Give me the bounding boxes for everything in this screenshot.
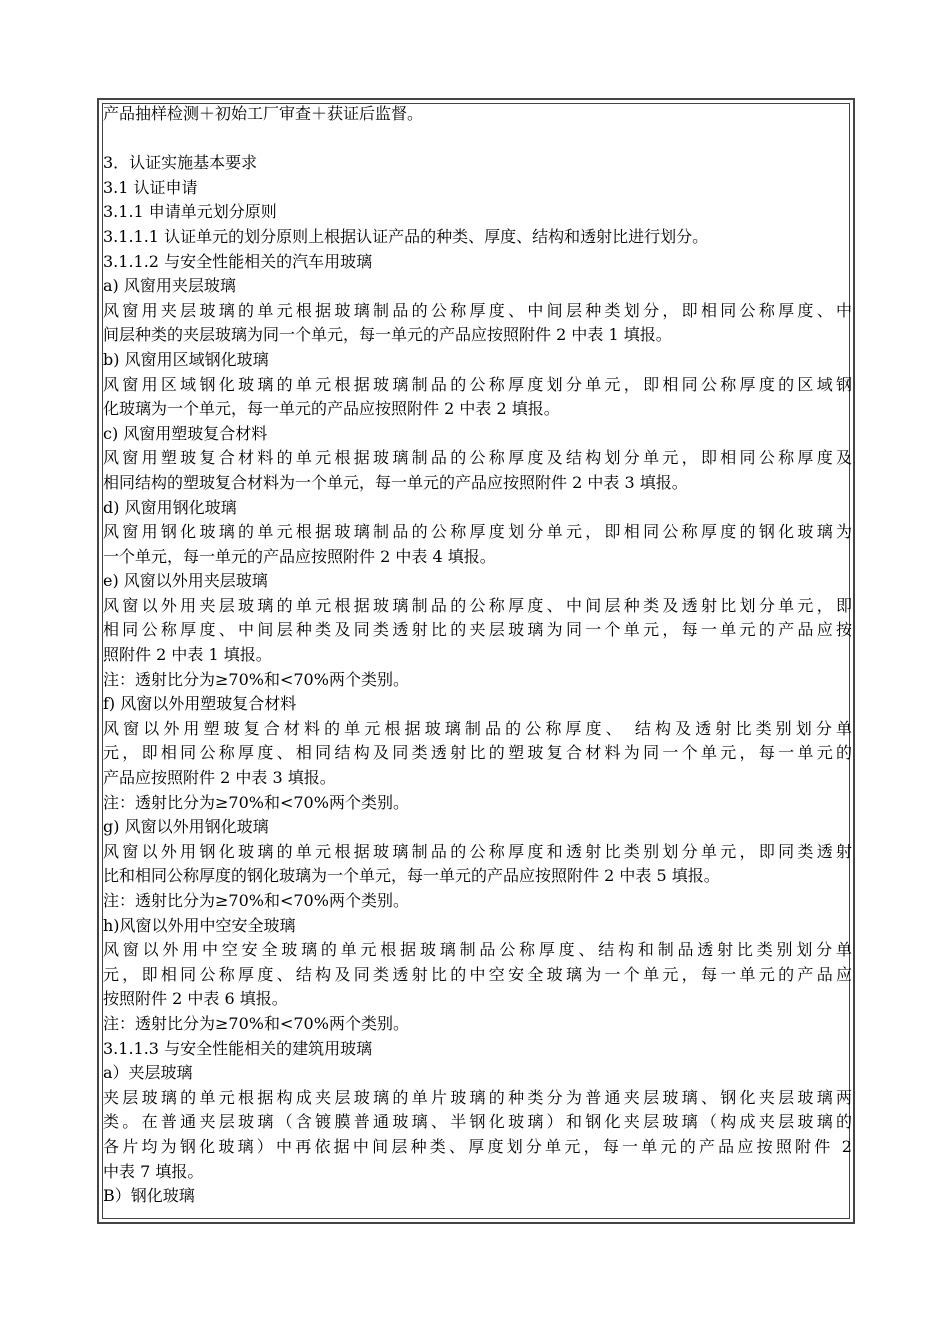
text-line: 照附件 2 中表 1 填报。 bbox=[103, 645, 272, 665]
note-line: 注：透射比分为≥70%和<70%两个类别。 bbox=[103, 891, 409, 910]
text-line: 风窗用夹层玻璃的单元根据玻璃制品的公称厚度、中间层种类划分，即相同公称厚度、中 bbox=[103, 300, 852, 320]
text-line: 产品抽样检测＋初始工厂审查＋获证后监督。 bbox=[103, 104, 424, 123]
section-heading: 3.1.1 申请单元划分原则 bbox=[103, 202, 277, 222]
section-heading: 3.1 认证申请 bbox=[103, 177, 198, 197]
blank-line bbox=[103, 127, 852, 152]
subsection-label: g) 风窗以外用钢化玻璃 bbox=[103, 817, 269, 837]
subsection-label: f) 风窗以外用塑玻复合材料 bbox=[103, 694, 297, 714]
section-heading: 3.1.1.3 与安全性能相关的建筑用玻璃 bbox=[103, 1038, 373, 1058]
subsection-label: a) 风窗用夹层玻璃 bbox=[103, 276, 236, 296]
text-line: 化玻璃为一个单元，每一单元的产品应按照附件 2 中表 2 填报。 bbox=[103, 399, 560, 419]
note-line: 注：透射比分为≥70%和<70%两个类别。 bbox=[103, 792, 409, 812]
document-body bbox=[103, 102, 852, 1209]
text-line: 相同公称厚度、中间层种类及同类透射比的夹层玻璃为同一个单元，每一单元的产品应按 bbox=[103, 620, 852, 640]
text-line: 风窗以外用夹层玻璃的单元根据玻璃制品的公称厚度、中间层种类及透射比划分单元，即 bbox=[103, 595, 852, 615]
subsection-label: c) 风窗用塑玻复合材料 bbox=[103, 423, 268, 443]
text-line: 产品应按照附件 2 中表 3 填报。 bbox=[103, 768, 336, 788]
text-line: 按照附件 2 中表 6 填报。 bbox=[103, 989, 288, 1009]
text-line: 风窗用钢化玻璃的单元根据玻璃制品的公称厚度划分单元，即相同公称厚度的钢化玻璃为 bbox=[103, 522, 852, 542]
text-line: 风窗以外用钢化玻璃的单元根据玻璃制品的公称厚度和透射比类别划分单元，即同类透射 bbox=[103, 841, 852, 861]
subsection-label: h)风窗以外用中空安全玻璃 bbox=[103, 915, 296, 935]
subsection-label: a）夹层玻璃 bbox=[103, 1063, 193, 1083]
text-line: 风窗以外用中空安全玻璃的单元根据玻璃制品公称厚度、结构和制品透射比类别划分单 bbox=[103, 940, 852, 960]
text-line: 元，即相同公称厚度、相同结构及同类透射比的塑玻复合材料为同一个单元，每一单元的 bbox=[103, 743, 852, 763]
text-line: 风窗用区域钢化玻璃的单元根据玻璃制品的公称厚度划分单元，即相同公称厚度的区域钢 bbox=[103, 374, 852, 394]
text-line: 夹层玻璃的单元根据构成夹层玻璃的单片玻璃的种类分为普通夹层玻璃、钢化夹层玻璃两 bbox=[103, 1087, 852, 1107]
section-heading: 3.1.1.2 与安全性能相关的汽车用玻璃 bbox=[103, 251, 373, 271]
text-line: 间层种类的夹层玻璃为同一个单元，每一单元的产品应按照附件 2 中表 1 填报。 bbox=[103, 325, 672, 345]
subsection-label: b) 风窗用区域钢化玻璃 bbox=[103, 349, 269, 369]
text-line: 元，即相同公称厚度、结构及同类透射比的中空安全玻璃为一个单元，每一单元的产品应 bbox=[103, 964, 852, 984]
text-line: 风窗用塑玻复合材料的单元根据玻璃制品的公称厚度及结构划分单元，即相同公称厚度及 bbox=[103, 448, 852, 468]
subsection-label: B）钢化玻璃 bbox=[103, 1186, 195, 1206]
note-line: 注：透射比分为≥70%和<70%两个类别。 bbox=[103, 669, 409, 689]
section-heading: 3．认证实施基本要求 bbox=[103, 153, 258, 173]
text-line: 各片均为钢化玻璃）中再依据中间层种类、厚度划分单元，每一单元的产品应按照附件 2 bbox=[103, 1136, 852, 1156]
text-line: 比和相同公称厚度的钢化玻璃为一个单元，每一单元的产品应按照附件 2 中表 5 填报。 bbox=[103, 866, 720, 886]
text-line: 风窗以外用塑玻复合材料的单元根据玻璃制品的公称厚度、 结构及透射比类别划分单 bbox=[103, 718, 852, 738]
text-line: 3.1.1.1 认证单元的划分原则上根据认证产品的种类、厚度、结构和透射比进行划分。 bbox=[103, 226, 709, 246]
note-line: 注：透射比分为≥70%和<70%两个类别。 bbox=[103, 1013, 409, 1033]
subsection-label: d) 风窗用钢化玻璃 bbox=[103, 497, 237, 517]
subsection-label: e) 风窗以外用夹层玻璃 bbox=[103, 571, 268, 591]
text-line: 类。在普通夹层玻璃（含镀膜普通玻璃、半钢化玻璃）和钢化夹层玻璃（构成夹层玻璃的 bbox=[103, 1112, 852, 1132]
text-line: 一个单元，每一单元的产品应按照附件 2 中表 4 填报。 bbox=[103, 546, 496, 566]
text-line: 中表 7 填报。 bbox=[103, 1161, 204, 1181]
text-line: 相同结构的塑玻复合材料为一个单元，每一单元的产品应按照附件 2 中表 3 填报。 bbox=[103, 472, 688, 492]
